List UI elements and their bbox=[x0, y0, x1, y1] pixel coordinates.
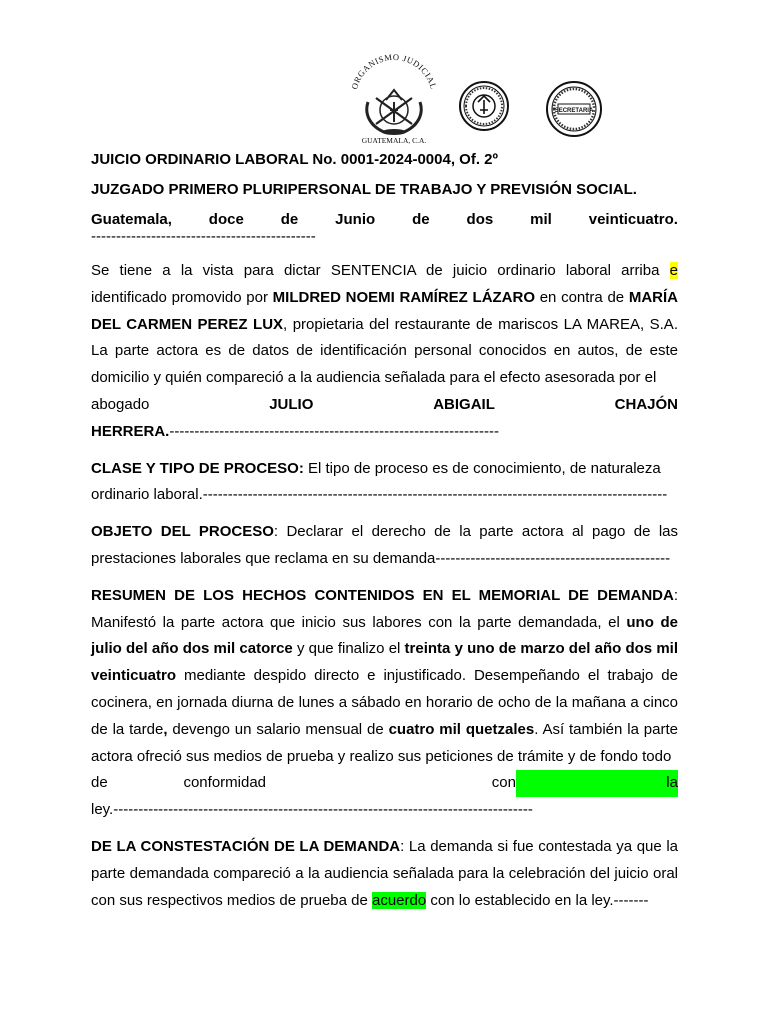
section-text: y que finalizo el bbox=[292, 640, 405, 658]
date-word: de bbox=[412, 211, 430, 228]
case-number-heading: JUICIO ORDINARIO LABORAL No. 0001-2024-0004, Of. 2º bbox=[91, 151, 498, 168]
court-round-stamp-icon bbox=[458, 80, 510, 132]
lawyer-word: abogado bbox=[91, 395, 150, 413]
bold-comma: , bbox=[163, 720, 168, 738]
section-text: mediante despido directo e injustificado. Desempeñando el trabajo de cocinera, en jornada diurna de lunes a sábado en horario de ocho de la mañana a cinco de la tarde bbox=[91, 667, 678, 738]
highlight-yellow: e bbox=[669, 262, 678, 279]
date-separator: --------------------------------------------- bbox=[91, 230, 316, 244]
date-word: Junio bbox=[335, 211, 376, 228]
conformity-highlight-group bbox=[492, 770, 678, 797]
lawyer-word: ABIGAIL bbox=[433, 395, 495, 413]
section-label: OBJETO DEL PROCESO bbox=[91, 523, 274, 541]
defendant-name: MARÍA DEL CARMEN PEREZ LUX bbox=[91, 288, 678, 333]
date-word: Guatemala, bbox=[91, 211, 172, 228]
date-word: doce bbox=[208, 211, 244, 228]
section-label: RESUMEN DE LOS HECHOS CONTENIDOS EN EL MEMORIAL DE DEMANDA bbox=[91, 586, 674, 604]
section-label: DE LA CONSTESTACIÓN DE LA DEMANDA bbox=[91, 837, 401, 855]
section-text: . Así también la parte actora ofreció sus medios de prueba y realizo sus peticiones de trámite y de fondo todo bbox=[91, 720, 678, 765]
highlight-green: acuerdo bbox=[372, 891, 427, 909]
section-text: devengo un salario mensual de bbox=[167, 720, 389, 738]
salary-amount: cuatro mil quetzales bbox=[388, 720, 535, 738]
process-type-paragraph bbox=[91, 456, 678, 510]
intro-paragraph bbox=[91, 258, 678, 446]
lawyer-line bbox=[91, 392, 678, 419]
end-date: treinta y uno de marzo del año dos mil veinticuatro bbox=[91, 640, 678, 685]
intro-text: , propietaria del restaurante de mariscos LA MAREA, S.A. La parte actora es de datos de identificación personal conocidos en autos, de este domicilio y quién compareció a la audiencia señalada para el efecto asesorada por el bbox=[91, 315, 678, 387]
stamp-label: SECRETARIA bbox=[554, 108, 594, 114]
intro-text: identificado promovido por bbox=[91, 288, 273, 306]
secretaria-stamp-icon bbox=[545, 80, 603, 138]
process-object-paragraph bbox=[91, 519, 678, 573]
date-word: mil bbox=[530, 211, 552, 228]
date-word: dos bbox=[466, 211, 494, 228]
dash-fill: ------------------------------------------------------------------ bbox=[169, 422, 500, 440]
intro-text: Se tiene a la vista para dictar SENTENCIA de juicio ordinario laboral arriba bbox=[91, 262, 670, 279]
date-line bbox=[91, 210, 678, 230]
section-text: : La demanda si fue contestada ya que la parte demandada compareció a la audiencia señalada para la celebración del juicio oral con sus respectivos medios de prueba de bbox=[91, 837, 678, 909]
section-text: El tipo de proceso es de conocimiento, de naturaleza ordinario laboral.--------------------------------------------------------------------------------------------- bbox=[91, 459, 668, 504]
date-word: veinticuatro. bbox=[588, 211, 678, 228]
conformity-word: con bbox=[491, 774, 516, 792]
organismo-judicial-seal-icon bbox=[346, 40, 442, 146]
court-name-heading: JUZGADO PRIMERO PLURIPERSONAL DE TRABAJO Y PREVISIÓN SOCIAL. bbox=[91, 181, 637, 198]
seal-bottom-text: GUATEMALA, C.A. bbox=[361, 136, 427, 145]
date-word: de bbox=[280, 211, 299, 228]
conformity-word: de bbox=[91, 774, 108, 792]
lawyer-word: JULIO bbox=[269, 395, 314, 413]
conformity-word: conformidad bbox=[183, 774, 267, 792]
header-seals bbox=[312, 40, 614, 146]
facts-summary-paragraph bbox=[91, 583, 678, 824]
highlight-green: la bbox=[516, 770, 678, 797]
intro-text: en contra de bbox=[535, 288, 629, 306]
answer-paragraph bbox=[91, 834, 678, 914]
lawyer-surname: HERRERA. bbox=[91, 422, 170, 440]
lawyer-word: CHAJÓN bbox=[614, 395, 678, 413]
plaintiff-name: MILDRED NOEMI RAMÍREZ LÁZARO bbox=[272, 288, 536, 306]
conformity-line bbox=[91, 770, 678, 797]
seal-ring-text: ORGANISMO JUDICIAL bbox=[349, 51, 439, 91]
section-label: CLASE Y TIPO DE PROCESO: bbox=[91, 459, 304, 477]
svg-text:ORGANISMO JUDICIAL bbox=[349, 52, 439, 91]
sentence-document bbox=[91, 150, 678, 914]
section-text: : Declarar el derecho de la parte actora al pago de las prestaciones laborales que reclama en su demanda----------------------------------------------- bbox=[91, 523, 678, 567]
section-text: con lo establecido en la ley.------- bbox=[426, 891, 649, 909]
section-text: : Manifestó la parte actora que inicio sus labores con la parte demandada, el bbox=[91, 586, 678, 631]
dash-fill: ley.------------------------------------------------------------------------------------ bbox=[91, 801, 533, 819]
start-date: uno de julio del año dos mil catorce bbox=[91, 613, 678, 658]
